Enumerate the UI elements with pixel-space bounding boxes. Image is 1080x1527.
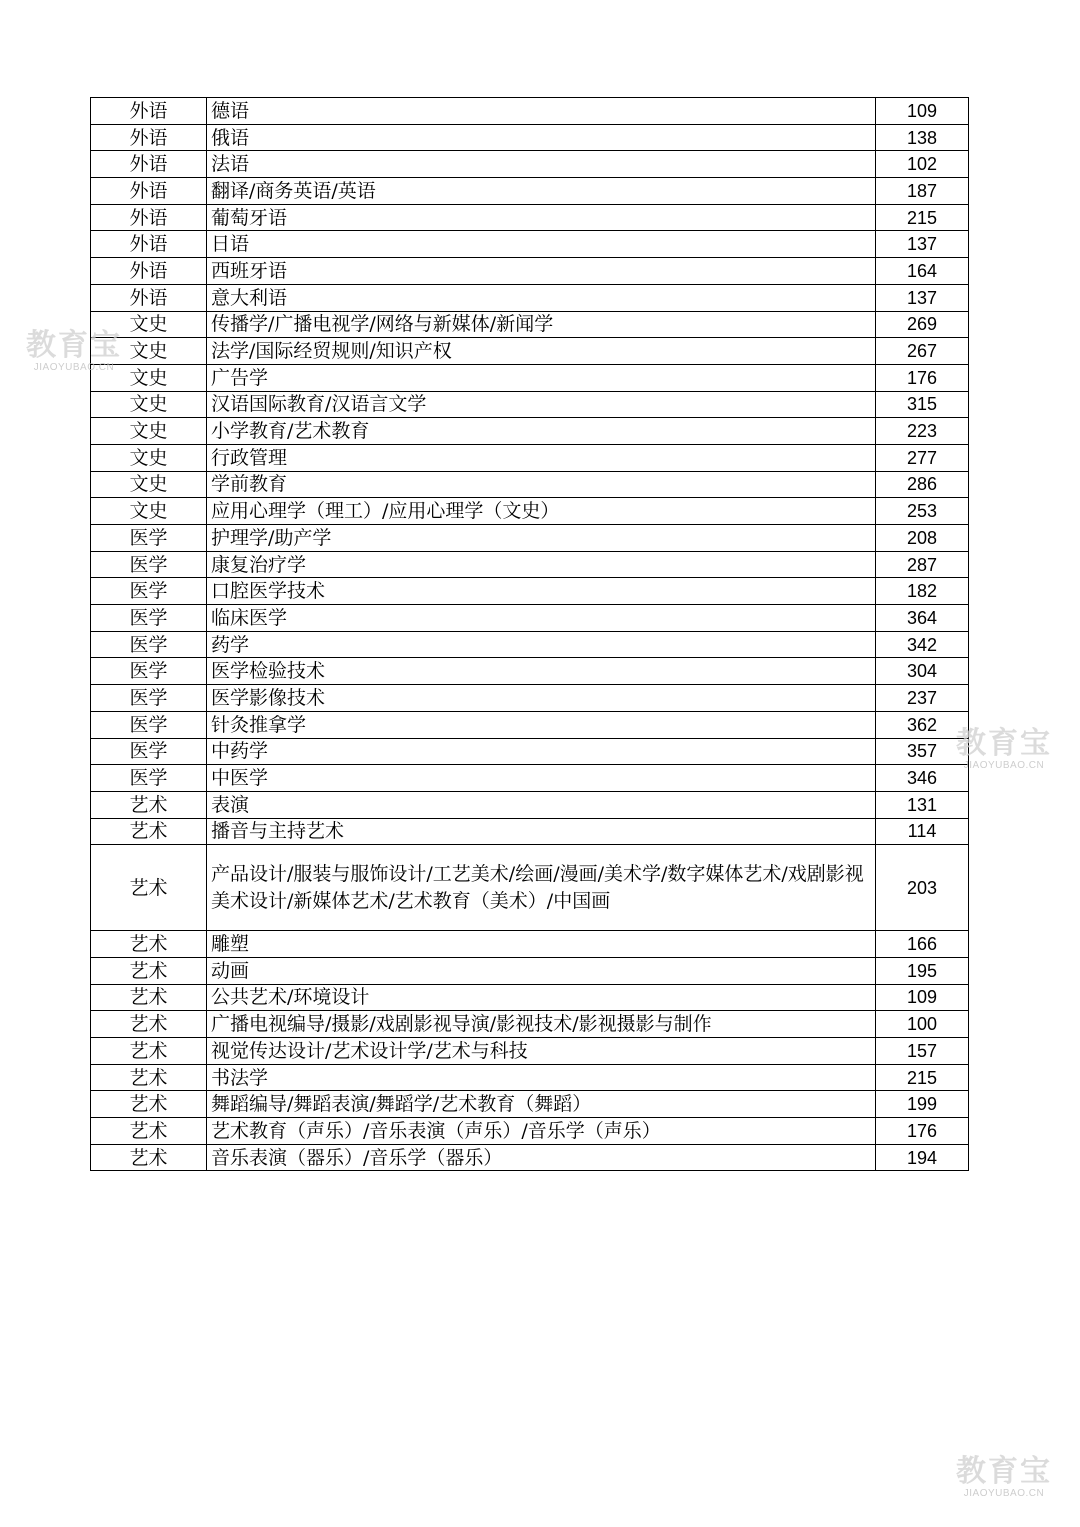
category-cell: 外语 (91, 258, 207, 285)
category-cell: 艺术 (91, 1038, 207, 1065)
category-cell: 外语 (91, 151, 207, 178)
major-cell: 俄语 (207, 124, 876, 151)
category-cell: 医学 (91, 631, 207, 658)
score-cell: 267 (876, 338, 969, 365)
table-row (91, 845, 969, 931)
score-table (90, 97, 969, 1171)
score-cell: 208 (876, 525, 969, 552)
table-row (91, 658, 969, 685)
table-row (91, 1011, 969, 1038)
category-cell: 医学 (91, 738, 207, 765)
score-cell: 187 (876, 178, 969, 205)
category-cell: 艺术 (91, 1118, 207, 1145)
major-cell: 小学教育/艺术教育 (207, 418, 876, 445)
table-row (91, 231, 969, 258)
table-row (91, 605, 969, 632)
watermark-logo-text: 教育宝 (26, 328, 122, 363)
category-cell: 外语 (91, 124, 207, 151)
major-cell: 中药学 (207, 738, 876, 765)
major-cell: 播音与主持艺术 (207, 818, 876, 845)
table-row (91, 525, 969, 552)
watermark-logo (944, 1456, 1064, 1500)
major-cell: 口腔医学技术 (207, 578, 876, 605)
major-cell: 临床医学 (207, 605, 876, 632)
category-cell: 医学 (91, 525, 207, 552)
major-cell: 产品设计/服装与服饰设计/工艺美术/绘画/漫画/美术学/数字媒体艺术/戏剧影视美术设计/新媒体艺术/艺术教育（美术）/中国画 (207, 845, 876, 931)
table-row (91, 258, 969, 285)
score-cell: 176 (876, 1118, 969, 1145)
score-cell: 157 (876, 1038, 969, 1065)
score-cell: 253 (876, 498, 969, 525)
table-row (91, 471, 969, 498)
score-cell: 223 (876, 418, 969, 445)
major-cell: 西班牙语 (207, 258, 876, 285)
major-cell: 表演 (207, 791, 876, 818)
table-row (91, 364, 969, 391)
table-row (91, 1144, 969, 1171)
major-cell: 广播电视编导/摄影/戏剧影视导演/影视技术/影视摄影与制作 (207, 1011, 876, 1038)
table-row (91, 1038, 969, 1065)
category-cell: 文史 (91, 418, 207, 445)
watermark-url-text: JIAOYUBAO.CN (963, 1488, 1045, 1499)
major-cell: 翻译/商务英语/英语 (207, 178, 876, 205)
table-row (91, 1091, 969, 1118)
score-cell: 203 (876, 845, 969, 931)
table-row (91, 1064, 969, 1091)
category-cell: 文史 (91, 364, 207, 391)
category-cell: 艺术 (91, 1091, 207, 1118)
category-cell: 文史 (91, 391, 207, 418)
score-cell: 237 (876, 685, 969, 712)
major-cell: 传播学/广播电视学/网络与新媒体/新闻学 (207, 311, 876, 338)
major-cell: 公共艺术/环境设计 (207, 984, 876, 1011)
table-row (91, 631, 969, 658)
table-row (91, 418, 969, 445)
category-cell: 外语 (91, 98, 207, 125)
table-row (91, 151, 969, 178)
table-row (91, 124, 969, 151)
category-cell: 外语 (91, 204, 207, 231)
table-row (91, 791, 969, 818)
major-cell: 德语 (207, 98, 876, 125)
major-cell: 法语 (207, 151, 876, 178)
category-cell: 医学 (91, 578, 207, 605)
category-cell: 文史 (91, 498, 207, 525)
table-body (91, 98, 969, 1171)
score-cell: 100 (876, 1011, 969, 1038)
score-cell: 199 (876, 1091, 969, 1118)
score-cell: 277 (876, 444, 969, 471)
category-cell: 外语 (91, 231, 207, 258)
score-cell: 357 (876, 738, 969, 765)
score-cell: 114 (876, 818, 969, 845)
table-row (91, 957, 969, 984)
table-row (91, 738, 969, 765)
score-cell: 286 (876, 471, 969, 498)
major-cell: 学前教育 (207, 471, 876, 498)
category-cell: 艺术 (91, 818, 207, 845)
table-row (91, 311, 969, 338)
category-cell: 艺术 (91, 791, 207, 818)
score-cell: 166 (876, 931, 969, 958)
score-cell: 195 (876, 957, 969, 984)
score-cell: 176 (876, 364, 969, 391)
score-cell: 137 (876, 231, 969, 258)
category-cell: 艺术 (91, 1064, 207, 1091)
major-cell: 广告学 (207, 364, 876, 391)
major-cell: 康复治疗学 (207, 551, 876, 578)
category-cell: 外语 (91, 178, 207, 205)
table-row (91, 284, 969, 311)
score-cell: 102 (876, 151, 969, 178)
category-cell: 医学 (91, 605, 207, 632)
score-cell: 164 (876, 258, 969, 285)
score-cell: 342 (876, 631, 969, 658)
category-cell: 文史 (91, 338, 207, 365)
score-cell: 137 (876, 284, 969, 311)
category-cell: 文史 (91, 444, 207, 471)
major-cell: 日语 (207, 231, 876, 258)
table-row (91, 204, 969, 231)
major-cell: 行政管理 (207, 444, 876, 471)
score-cell: 315 (876, 391, 969, 418)
major-cell: 医学影像技术 (207, 685, 876, 712)
table-row (91, 818, 969, 845)
watermark-url-text: JIAOYUBAO.CN (33, 362, 115, 373)
score-cell: 269 (876, 311, 969, 338)
table-row (91, 498, 969, 525)
category-cell: 文史 (91, 311, 207, 338)
major-cell: 护理学/助产学 (207, 525, 876, 552)
score-cell: 109 (876, 98, 969, 125)
watermark-logo (14, 330, 134, 374)
category-cell: 艺术 (91, 845, 207, 931)
major-cell: 医学检验技术 (207, 658, 876, 685)
major-cell: 药学 (207, 631, 876, 658)
watermark-logo (944, 728, 1064, 772)
table-row (91, 444, 969, 471)
score-cell: 138 (876, 124, 969, 151)
score-cell: 182 (876, 578, 969, 605)
category-cell: 艺术 (91, 931, 207, 958)
category-cell: 医学 (91, 551, 207, 578)
score-cell: 346 (876, 765, 969, 792)
major-cell: 针灸推拿学 (207, 711, 876, 738)
table-row (91, 98, 969, 125)
major-cell: 音乐表演（器乐）/音乐学（器乐） (207, 1144, 876, 1171)
major-cell: 动画 (207, 957, 876, 984)
score-cell: 194 (876, 1144, 969, 1171)
score-cell: 131 (876, 791, 969, 818)
major-cell: 雕塑 (207, 931, 876, 958)
table-row (91, 551, 969, 578)
major-cell: 葡萄牙语 (207, 204, 876, 231)
score-cell: 109 (876, 984, 969, 1011)
table-row (91, 178, 969, 205)
table-row (91, 984, 969, 1011)
watermark-url-text: JIAOYUBAO.CN (963, 760, 1045, 771)
table-row (91, 765, 969, 792)
table-row (91, 578, 969, 605)
major-cell: 汉语国际教育/汉语言文学 (207, 391, 876, 418)
table-row (91, 931, 969, 958)
watermark-logo-text: 教育宝 (956, 1454, 1052, 1489)
category-cell: 医学 (91, 765, 207, 792)
major-cell: 舞蹈编导/舞蹈表演/舞蹈学/艺术教育（舞蹈） (207, 1091, 876, 1118)
major-cell: 书法学 (207, 1064, 876, 1091)
watermark-logo-text: 教育宝 (956, 726, 1052, 761)
category-cell: 文史 (91, 471, 207, 498)
category-cell: 艺术 (91, 984, 207, 1011)
score-cell: 304 (876, 658, 969, 685)
score-cell: 287 (876, 551, 969, 578)
score-cell: 215 (876, 1064, 969, 1091)
table-row (91, 1118, 969, 1145)
category-cell: 艺术 (91, 1144, 207, 1171)
table-row (91, 338, 969, 365)
category-cell: 艺术 (91, 1011, 207, 1038)
category-cell: 外语 (91, 284, 207, 311)
major-cell: 视觉传达设计/艺术设计学/艺术与科技 (207, 1038, 876, 1065)
category-cell: 医学 (91, 711, 207, 738)
major-cell: 艺术教育（声乐）/音乐表演（声乐）/音乐学（声乐） (207, 1118, 876, 1145)
score-cell: 364 (876, 605, 969, 632)
score-cell: 362 (876, 711, 969, 738)
category-cell: 医学 (91, 658, 207, 685)
category-cell: 医学 (91, 685, 207, 712)
major-cell: 法学/国际经贸规则/知识产权 (207, 338, 876, 365)
category-cell: 艺术 (91, 957, 207, 984)
table-row (91, 391, 969, 418)
major-cell: 应用心理学（理工）/应用心理学（文史） (207, 498, 876, 525)
table-row (91, 711, 969, 738)
major-cell: 中医学 (207, 765, 876, 792)
table-row (91, 685, 969, 712)
score-cell: 215 (876, 204, 969, 231)
major-cell: 意大利语 (207, 284, 876, 311)
